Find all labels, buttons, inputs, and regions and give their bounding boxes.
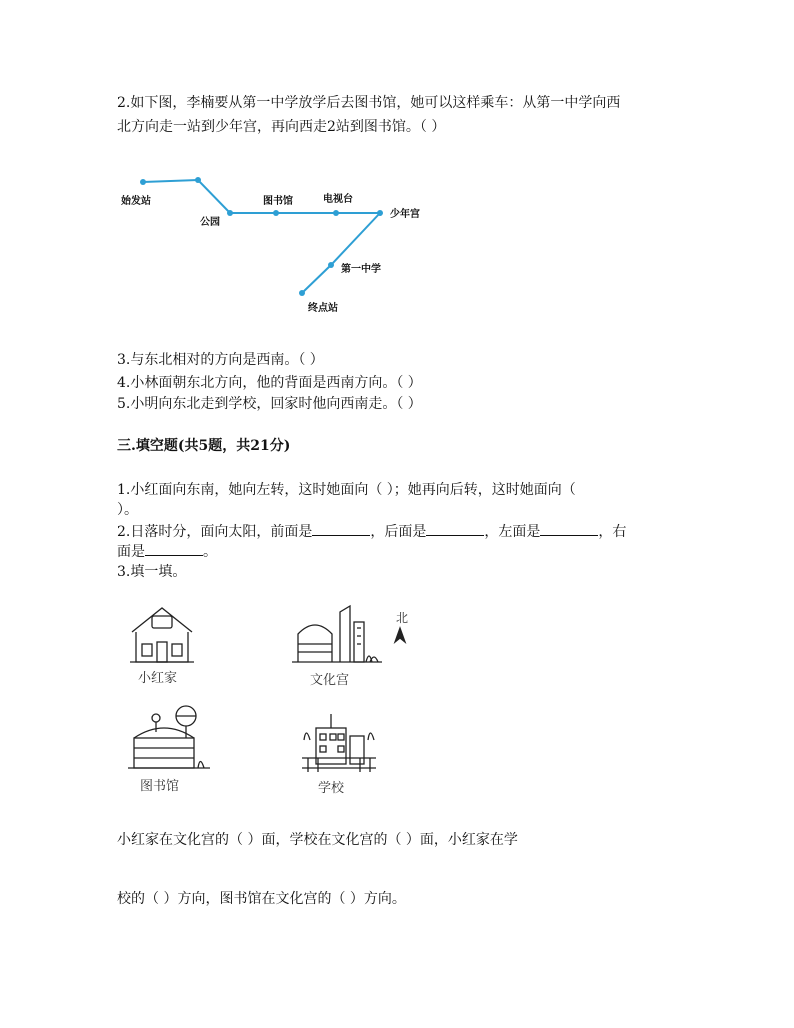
blank-front[interactable] — [312, 521, 370, 536]
fill3-title: 3.填一填。 — [117, 564, 187, 580]
school-icon — [302, 714, 376, 772]
blank-back[interactable] — [426, 521, 484, 536]
house-caption: 小红家 — [138, 671, 178, 686]
q4-line: 4.小林面朝东北方向，他的背面是西南方向。（ ） — [117, 375, 422, 391]
q5-line: 5.小明向东北走到学校，回家时他向西南走。（ ） — [117, 396, 422, 412]
fill1-line1: 1.小红面向东南，她向左转，这时她面向（ ）；她再向后转，这时她面向（ — [117, 482, 576, 498]
fill2-text-e: 面是 — [117, 544, 145, 560]
stop-library-dot — [273, 210, 279, 216]
fill2-text-a: 2.日落时分，面向太阳，前面是 — [117, 524, 313, 540]
library-icon — [128, 706, 210, 768]
fill1-line2: ）。 — [117, 502, 138, 518]
section3-heading: 三.填空题(共5题，共21分) — [117, 438, 291, 454]
fill2-text-f: 。 — [203, 544, 217, 560]
stop-park-label: 公园 — [200, 217, 220, 228]
stop-tv-dot — [333, 210, 339, 216]
culture-palace-icon — [292, 606, 382, 662]
q2-line1: 2.如下图，李楠要从第一中学放学后去图书馆，她可以这样乘车：从第一中学向西 — [117, 95, 621, 111]
fill3-question-line1: 小红家在文化宫的（ ）面，学校在文化宫的（ ）面，小红家在学 — [117, 832, 518, 848]
blank-right[interactable] — [145, 541, 203, 556]
north-label: 北 — [396, 611, 409, 625]
stop-terminal-dot — [299, 290, 305, 296]
q3-line: 3.与东北相对的方向是西南。（ ） — [117, 352, 324, 368]
north-arrow-icon — [395, 628, 405, 642]
stop-tv-label: 电视台 — [323, 194, 353, 205]
stop-library-label: 图书馆 — [263, 196, 293, 207]
stop-school1-dot — [328, 262, 334, 268]
buildings-figure — [120, 600, 420, 800]
stop-school1-label: 第一中学 — [341, 264, 381, 275]
bus-route-map — [110, 160, 450, 320]
fill2-line2 — [117, 541, 217, 563]
house-icon — [130, 608, 194, 662]
stop-start-label: 始发站 — [121, 196, 151, 207]
culture-palace-caption: 文化宫 — [310, 673, 350, 688]
library-caption: 图书馆 — [140, 779, 180, 794]
stop-terminal-label: 终点站 — [308, 303, 338, 314]
stop-park-dot — [227, 210, 233, 216]
stop-start-dot — [140, 179, 146, 185]
fill2-text-b: ，后面是 — [370, 524, 427, 540]
stop-bend-dot — [195, 177, 201, 183]
q2-line2: 北方向走一站到少年宫，再向西走2站到图书馆。（ ） — [117, 119, 446, 135]
fill2-text-d: ，右 — [598, 524, 627, 540]
fill2-text-c: ，左面是 — [484, 524, 541, 540]
route-line-diagonal — [302, 213, 380, 293]
fill3-question-line2: 校的（ ）方向，图书馆在文化宫的（ ）方向。 — [117, 891, 406, 907]
blank-left[interactable] — [540, 521, 598, 536]
fill2-line1 — [117, 521, 626, 543]
school-caption: 学校 — [318, 781, 345, 796]
stop-youth-palace-dot — [377, 210, 383, 216]
stop-youth-palace-label: 少年宫 — [390, 209, 420, 220]
